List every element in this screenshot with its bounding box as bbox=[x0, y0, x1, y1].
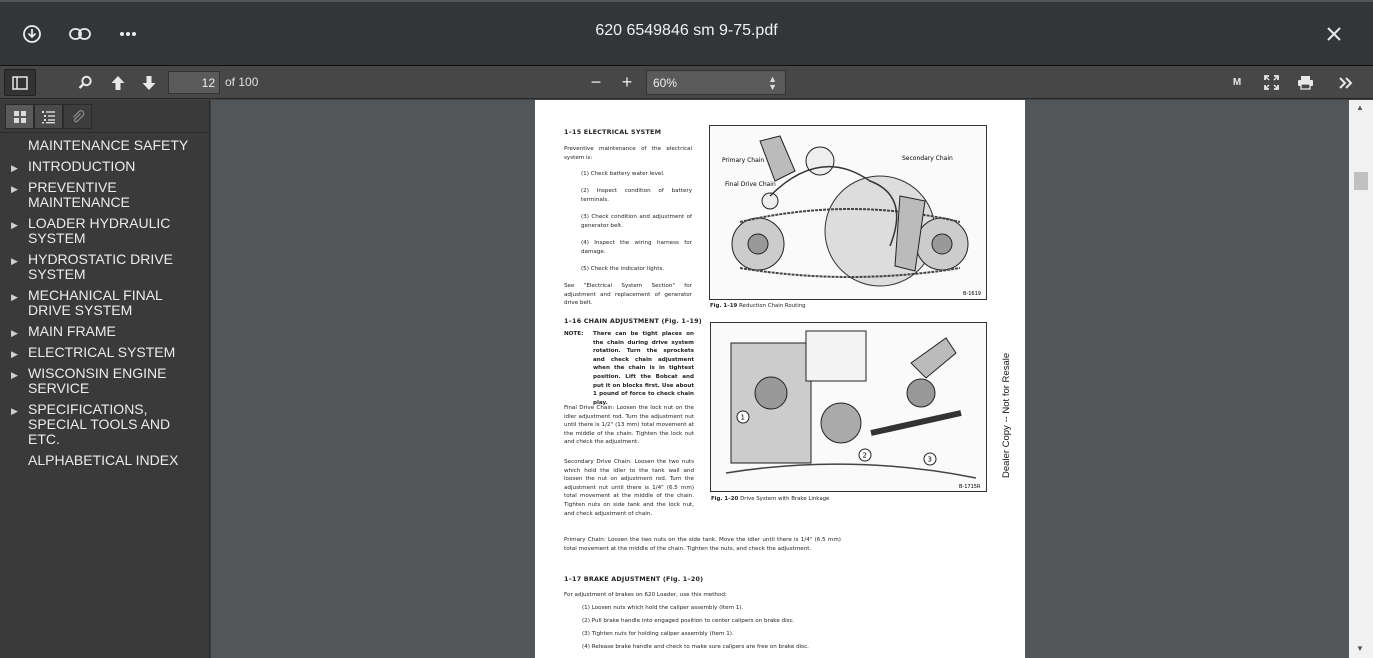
sidebar-toggle-button[interactable] bbox=[4, 69, 36, 96]
outline-item-mechanical-final-drive-system[interactable]: ▶ MECHANICAL FINAL DRIVE SYSTEM bbox=[11, 287, 163, 318]
list-item: (4) Inspect the wiring harness for damage. bbox=[581, 240, 692, 255]
figure-code: B-1619 bbox=[963, 291, 981, 297]
section-heading-1-17: 1–17 BRAKE ADJUSTMENT (Fig. 1–20) bbox=[564, 575, 704, 583]
label-primary-chain: Primary Chain bbox=[722, 157, 765, 164]
outline-item-maintenance-safety[interactable]: MAINTENANCE SAFETY bbox=[28, 137, 189, 153]
callout-2: 2 bbox=[862, 451, 867, 460]
outline-item-main-frame[interactable]: ▶ MAIN FRAME bbox=[11, 323, 116, 339]
sidebar-divider bbox=[0, 132, 210, 133]
expand-caret-icon[interactable]: ▶ bbox=[11, 256, 18, 266]
expand-caret-icon[interactable]: ▶ bbox=[11, 328, 18, 338]
expand-caret-icon[interactable]: ▶ bbox=[11, 349, 18, 359]
presentation-mode-button[interactable]: M bbox=[1232, 77, 1242, 88]
list-item: (1) Check battery water level. bbox=[581, 171, 665, 177]
figure-1-19 bbox=[709, 125, 987, 300]
note-text: There can be tight places on the chain during drive system rotation. Turn the sprockets and check chain adjustment when the chain is in tightest position. Lift the Bobcat and put it on blocks first. Use about 1 pound of force to check chain play. bbox=[593, 331, 694, 406]
scroll-down-icon[interactable]: ▼ bbox=[1356, 644, 1364, 653]
label-secondary-chain: Secondary Chain bbox=[902, 155, 953, 162]
list-item: (4) Release brake handle and check to make sure calipers are free on brake disc. bbox=[582, 644, 809, 650]
outline-item-introduction[interactable]: ▶ INTRODUCTION bbox=[11, 158, 136, 174]
expand-caret-icon[interactable]: ▶ bbox=[11, 370, 18, 380]
zoom-out-button[interactable]: − bbox=[590, 72, 602, 92]
watermark-text: Dealer Copy -- Not for Resale bbox=[1001, 352, 1012, 478]
paragraph: Final Drive Chain: Loosen the lock nut on the idler adjustment rod. Turn the adjustment nut until there is 1/2" (13 mm) total movement at the middle of the chain. Tighten the lock nut and check the adjustment. bbox=[564, 405, 694, 446]
list-item: (2) Pull brake handle into engaged position to center calipers on brake disc. bbox=[582, 618, 795, 624]
drive-system-illustration bbox=[711, 323, 986, 491]
expand-caret-icon[interactable]: ▶ bbox=[11, 406, 18, 416]
page-count-label: of 100 bbox=[225, 75, 259, 89]
list-item: (1) Loosen nuts which hold the caliper assembly (Item 1). bbox=[582, 605, 744, 611]
sidebar-view-tabs bbox=[5, 104, 92, 129]
page-number-input[interactable] bbox=[168, 71, 220, 94]
figure-caption: Fig. 1–20 Drive System with Brake Linkage bbox=[711, 496, 830, 502]
outline-item-specifications[interactable]: ▶ SPECIFICATIONS, SPECIAL TOOLS AND ETC. bbox=[11, 401, 171, 447]
note-label: NOTE: bbox=[564, 331, 584, 337]
list-item: (2) Inspect condition of battery terminals. bbox=[581, 188, 692, 203]
document-outline bbox=[0, 136, 210, 472]
outline-item-preventive-maintenance[interactable]: ▶ PREVENTIVE MAINTENANCE bbox=[11, 179, 130, 210]
select-arrows-icon: ▲ ▼ bbox=[768, 74, 777, 92]
figure-caption: Fig. 1–19 Reduction Chain Routing bbox=[710, 303, 806, 309]
document-title: 620 6549846 sm 9-75.pdf bbox=[595, 22, 778, 39]
pdf-page bbox=[535, 100, 1025, 658]
label-final-drive-chain: Final Drive Chain bbox=[725, 181, 776, 188]
thumbnails-view-icon[interactable] bbox=[5, 104, 34, 129]
expand-caret-icon[interactable]: ▶ bbox=[11, 163, 18, 173]
paragraph: Secondary Drive Chain: Loosen the two nuts which hold the idler to the tank wall and loosen the nut on adjustment rod. Turn the adjustment nut until there is 1/4" (6.5 mm) total movement at the middle of the chain. Tighten nuts on side tank and the lock nut, and check adjustment of chain. bbox=[564, 459, 694, 517]
fullscreen-icon[interactable] bbox=[1260, 69, 1282, 96]
watermark-side bbox=[999, 350, 1019, 480]
paragraph: See "Electrical System Section" for adjustment and replacement of generator drive belt. bbox=[564, 283, 692, 307]
vertical-scrollbar[interactable] bbox=[1349, 100, 1373, 658]
scrollbar-thumb[interactable] bbox=[1354, 172, 1368, 190]
zoom-select[interactable] bbox=[646, 70, 786, 95]
expand-caret-icon[interactable]: ▶ bbox=[11, 220, 18, 230]
reduction-chain-illustration bbox=[710, 126, 986, 299]
tools-expand-icon[interactable] bbox=[1334, 69, 1358, 96]
section-heading-1-16: 1–16 CHAIN ADJUSTMENT (Fig. 1–19) bbox=[564, 317, 702, 325]
outline-view-icon[interactable] bbox=[34, 104, 63, 129]
sidebar bbox=[0, 100, 210, 658]
outline-item-wisconsin-engine-service[interactable]: ▶ WISCONSIN ENGINE SERVICE bbox=[11, 365, 167, 396]
outline-item-alphabetical-index[interactable]: ALPHABETICAL INDEX bbox=[28, 452, 179, 468]
outline-item-hydrostatic-drive-system[interactable]: ▶ HYDROSTATIC DRIVE SYSTEM bbox=[11, 251, 173, 282]
document-viewer[interactable] bbox=[211, 100, 1349, 658]
find-icon[interactable] bbox=[74, 69, 96, 96]
zoom-in-button[interactable]: + bbox=[621, 72, 633, 92]
figure-code: B-1715R bbox=[959, 484, 981, 490]
next-page-icon[interactable] bbox=[138, 69, 160, 96]
paragraph: Primary Chain: Loosen the two nuts on the side tank. Move the idler until there is 1/4" (6.5 mm) total movement at the middle of the chain. Tighten the nuts, and check the adjustment. bbox=[564, 537, 841, 552]
callout-1: 1 bbox=[740, 413, 745, 422]
paragraph: Preventive maintenance of the electrical system is: bbox=[564, 146, 692, 161]
expand-caret-icon[interactable]: ▶ bbox=[11, 292, 18, 302]
title-bar bbox=[0, 0, 1373, 66]
close-icon[interactable] bbox=[1318, 18, 1350, 50]
expand-caret-icon[interactable]: ▶ bbox=[11, 184, 18, 194]
outline-item-loader-hydraulic-system[interactable]: ▶ LOADER HYDRAULIC SYSTEM bbox=[11, 215, 171, 246]
print-icon[interactable] bbox=[1294, 69, 1316, 96]
figure-1-20 bbox=[710, 322, 987, 492]
scroll-up-icon[interactable]: ▲ bbox=[1356, 103, 1364, 112]
outline-item-electrical-system[interactable]: ▶ ELECTRICAL SYSTEM bbox=[11, 344, 176, 360]
list-item: (5) Check the indicator lights. bbox=[581, 266, 665, 272]
zoom-value: 60% bbox=[653, 75, 678, 90]
paragraph: For adjustment of brakes on 620 Loader, use this method: bbox=[564, 592, 727, 598]
list-item: (3) Tighten nuts for holding caliper assembly (Item 1). bbox=[582, 631, 734, 637]
viewer-toolbar bbox=[0, 66, 1373, 99]
callout-3: 3 bbox=[927, 455, 932, 464]
previous-page-icon[interactable] bbox=[107, 69, 129, 96]
list-item: (3) Check condition and adjustment of generator belt. bbox=[581, 214, 692, 229]
attachments-view-icon bbox=[63, 104, 92, 129]
section-heading-1-15: 1–15 ELECTRICAL SYSTEM bbox=[564, 128, 662, 136]
